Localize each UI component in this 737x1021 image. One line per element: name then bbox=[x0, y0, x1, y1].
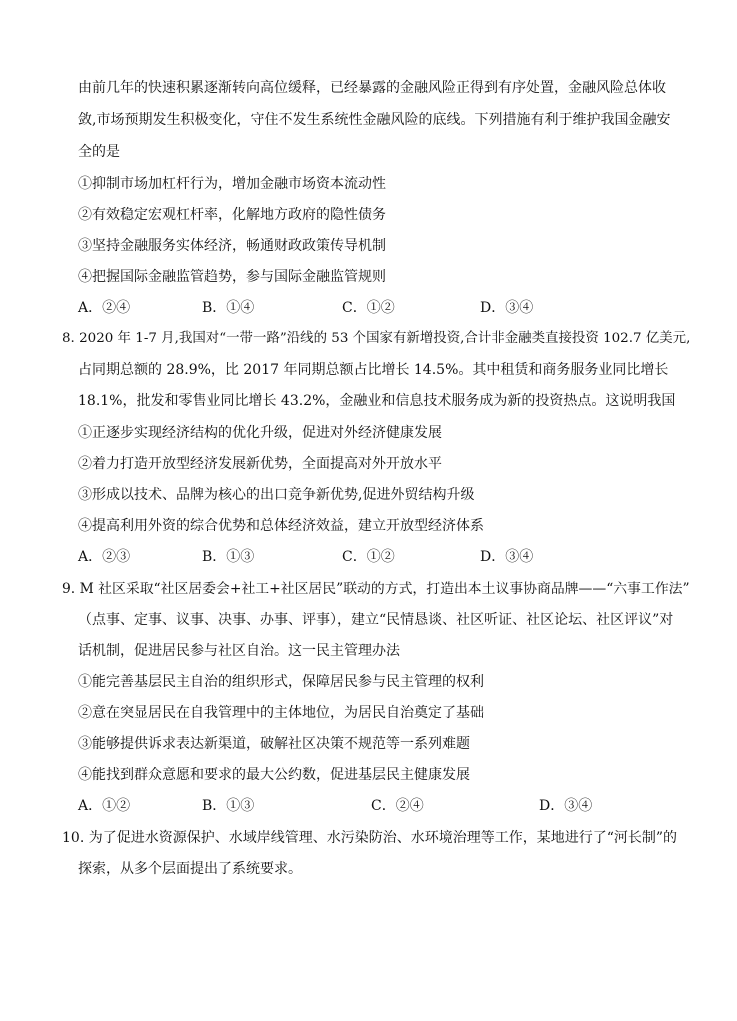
q9-item-4: ④能找到群众意愿和要求的最大公约数，促进基层民主健康发展 bbox=[78, 767, 470, 783]
q10-stem-line-1: 10. 为了促进水资源保护、水域岸线管理、水污染防治、水环境治理等工作，某地进行了“河长制”的 bbox=[62, 830, 678, 846]
q9-option-b: B．①③ bbox=[202, 798, 255, 814]
q7-item-1: ①抑制市场加杠杆行为，增加金融市场资本流动性 bbox=[78, 176, 386, 192]
q7-item-4: ④把握国际金融监管趋势，参与国际金融监管规则 bbox=[78, 269, 386, 285]
q7-stem-line-1: 由前几年的快速积累逐渐转向高位缓释，已经暴露的金融风险正得到有序处置，金融风险总体收 bbox=[78, 80, 666, 96]
q9-stem-line-2: （点事、定事、议事、决事、办事、评事），建立“民情恳谈、社区听证、社区论坛、社区评议”对 bbox=[78, 612, 674, 628]
q7-option-b: B．①④ bbox=[202, 300, 255, 316]
q9-item-2: ②意在突显居民在自我管理中的主体地位，为居民自治奠定了基础 bbox=[78, 705, 484, 721]
q9-option-a: A．①② bbox=[78, 798, 131, 814]
q8-item-2: ②着力打造开放型经济发展新优势，全面提高对外开放水平 bbox=[78, 456, 442, 472]
q8-option-d: D．③④ bbox=[480, 549, 534, 565]
q8-stem-line-1: 8. 2020 年 1-7 月,我国对“一带一路”沿线的 53 个国家有新增投资,合计非金融类直接投资 102.7 亿美元, bbox=[62, 331, 691, 346]
q8-option-c: C．①② bbox=[342, 549, 395, 565]
q7-stem-line-2: 敛,市场预期发生积极变化，守住不发生系统性金融风险的底线。下列措施有利于维护我国金融安 bbox=[78, 112, 671, 128]
q10-stem-line-2: 探索，从多个层面提出了系统要求。 bbox=[78, 861, 302, 877]
q7-option-d: D．③④ bbox=[480, 300, 534, 316]
q9-option-d: D．③④ bbox=[539, 798, 593, 814]
q9-item-1: ①能完善基层民主自治的组织形式，保障居民参与民主管理的权利 bbox=[78, 674, 484, 690]
q7-item-3: ③坚持金融服务实体经济，畅通财政政策传导机制 bbox=[78, 238, 386, 254]
q8-stem-line-2: 占同期总额的 28.9%，比 2017 年同期总额占比增长 14.5%。其中租赁和商务服务业同比增长 bbox=[78, 362, 669, 378]
q9-item-3: ③能够提供诉求表达新渠道，破解社区决策不规范等一系列难题 bbox=[78, 736, 470, 752]
q7-item-2: ②有效稳定宏观杠杆率，化解地方政府的隐性债务 bbox=[78, 207, 386, 223]
q8-item-4: ④提高利用外资的综合优势和总体经济效益，建立开放型经济体系 bbox=[78, 518, 484, 534]
q8-item-1: ①正逐步实现经济结构的优化升级，促进对外经济健康发展 bbox=[78, 425, 442, 441]
q7-option-a: A．②④ bbox=[78, 300, 131, 316]
q8-option-a: A．②③ bbox=[78, 549, 131, 565]
q7-option-c: C．①② bbox=[342, 300, 395, 316]
q8-option-b: B．①③ bbox=[202, 549, 255, 565]
q8-item-3: ③形成以技术、品牌为核心的出口竞争新优势,促进外贸结构升级 bbox=[78, 487, 475, 503]
q9-option-c: C．②④ bbox=[371, 798, 424, 814]
q8-stem-line-3: 18.1%，批发和零售业同比增长 43.2%，金融业和信息技术服务成为新的投资热点。这说明我国 bbox=[78, 393, 676, 409]
q7-stem-line-3: 全的是 bbox=[78, 144, 120, 160]
q9-stem-line-3: 话机制，促进居民参与社区自治。这一民主管理办法 bbox=[78, 643, 400, 659]
q9-stem-line-1: 9. M 社区采取“社区居委会+社工+社区居民”联动的方式，打造出本土议事协商品牌——“六事工作法” bbox=[62, 581, 690, 597]
